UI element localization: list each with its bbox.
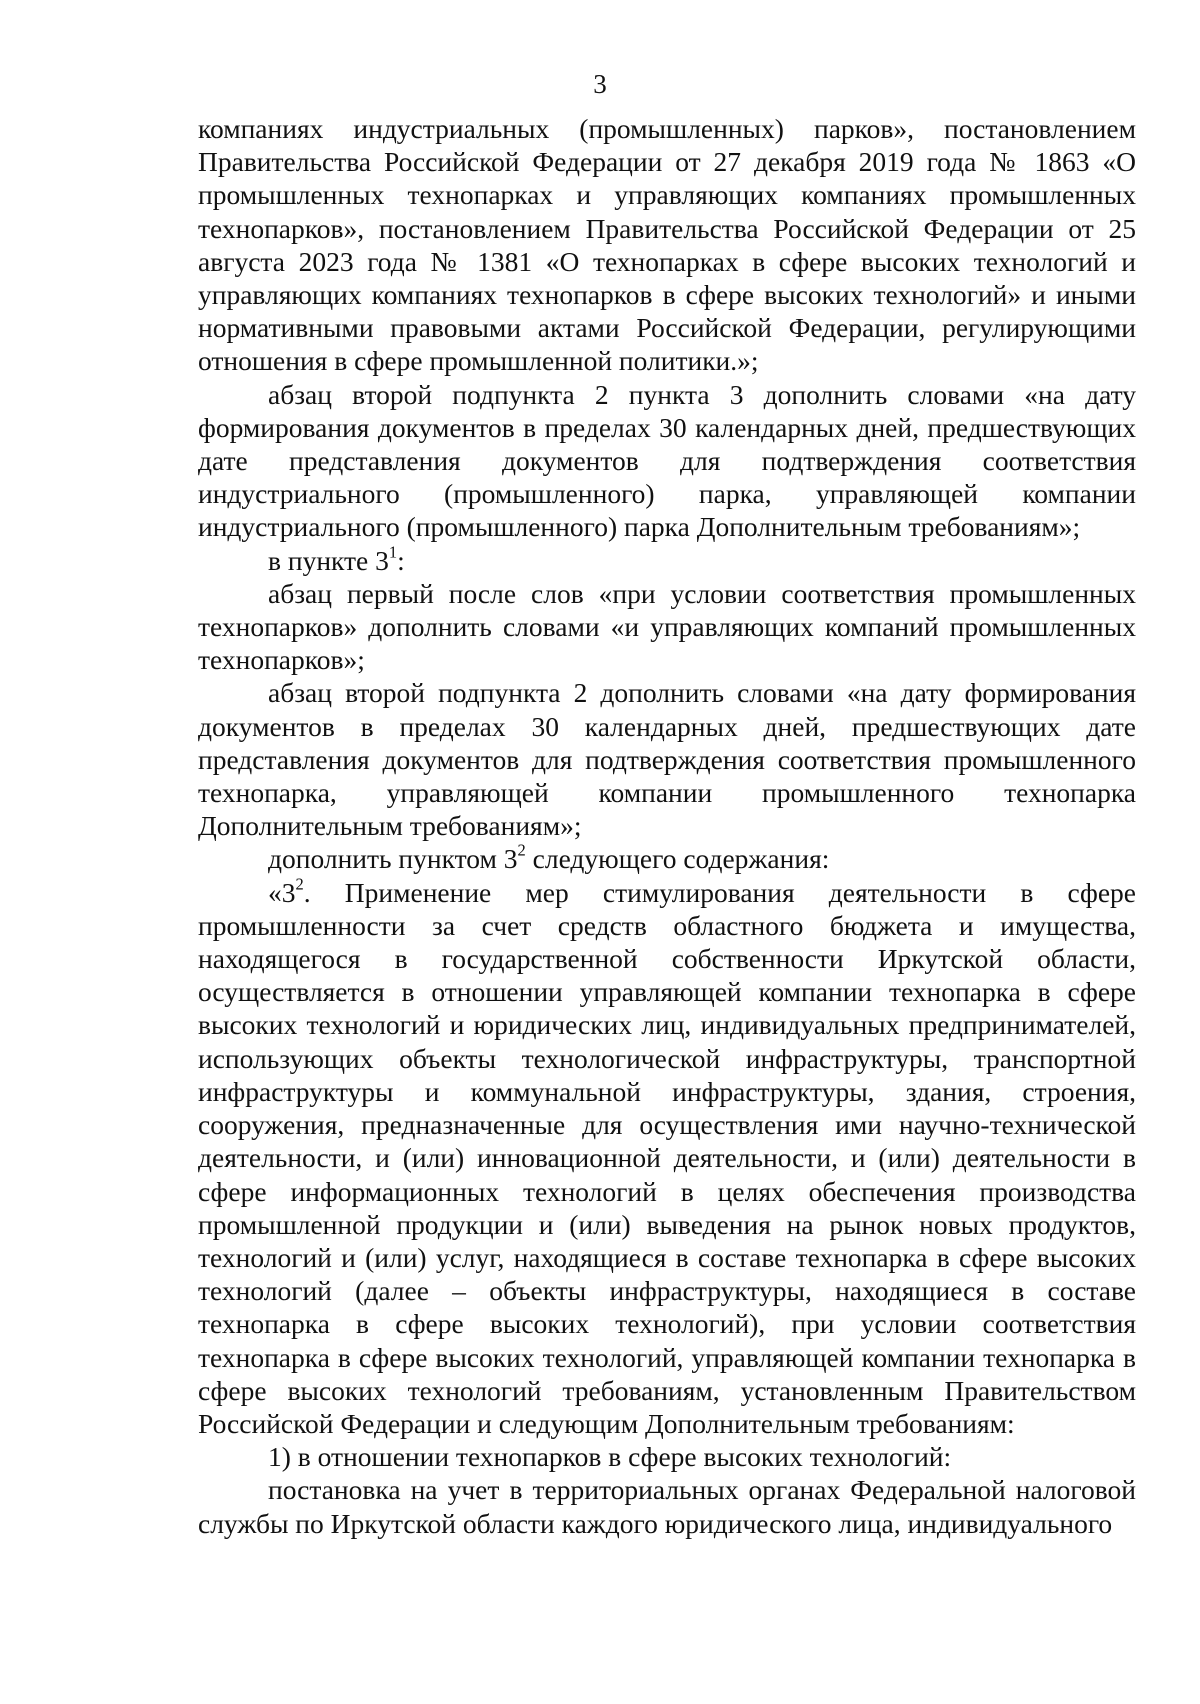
paragraph-1 [198,112,1136,378]
paragraph-text: абзац второй подпункта 2 пункта 3 дополнить словами «на дату формирования документов в пределах 30 календарных дней, предшествующих дате представления документов для подтверждения соответствия индустриального (промышленного) парка, управляющей компании индустриального (промышленного) парка Дополнительным требованиям»; [198,378,1136,543]
paragraph-9 [198,1473,1136,1539]
paragraph-text: «3 [268,876,296,908]
paragraph-3 [198,544,1136,577]
paragraph-text-after: . Применение мер стимулирования деятельности в сфере промышленности за счет средств областного бюджета и имущества, находящегося в государственной собственности Иркутской области, осуществляется в отношении управляющей компании технопарка в сфере высоких технологий и юридических лиц, индивидуальных предпринимателей, использующих объекты технологической инфраструктуры, транспортной инфраструктуры и коммунальной инфраструктуры, здания, строения, сооружения, предназначенные для осуществления ими научно-технической деятельности, и (или) инновационной деятельности, и (или) деятельности в сфере информационных технологий в целях обеспечения производства промышленной продукции и (или) выведения на рынок новых продуктов, технологий и (или) услуг, находящиеся в составе технопарка в сфере высоких технологий (далее – объекты инфраструктуры, находящиеся в составе технопарка в сфере высоких технологий), при условии соответствия технопарка в сфере высоких технологий, управляющей компании технопарка в сфере высоких технологий требованиям, установленным Правительством Российской Федерации и следующим Дополнительным требованиям: [198,876,1136,1439]
superscript: 2 [295,874,304,894]
superscript: 2 [517,841,526,861]
paragraph-text-after: : [397,544,405,576]
paragraph-6 [198,842,1136,875]
paragraph-text: постановка на учет в территориальных органах Федеральной налоговой службы по Иркутской области каждого юридического лица, индивидуального [198,1474,1136,1539]
document-body [198,112,1136,1540]
paragraph-text: абзац первый после слов «при условии соответствия промышленных технопарков» дополнить словами «и управляющих компаний промышленных технопарков»; [198,577,1136,676]
paragraph-text: компаниях индустриальных (промышленных) парков», постановлением Правительства Российской Федерации от 27 декабря 2019 года № 1863 «О промышленных технопарках и управляющих компаниях промышленных технопарков», постановлением Правительства Российской Федерации от 25 августа 2023 года № 1381 «О технопарках в сфере высоких технологий и управляющих компаниях технопарков в сфере высоких технологий» и иными нормативными правовыми актами Российской Федерации, регулирующими отношения в сфере промышленной политики.»; [198,113,1136,377]
paragraph-text-after: следующего содержания: [525,843,830,875]
paragraph-text: в пункте 3 [268,544,389,576]
paragraph-8 [198,1440,1136,1473]
paragraph-text: дополнить пунктом 3 [268,843,518,875]
page-number: 3 [593,69,607,99]
paragraph-4 [198,577,1136,677]
paragraph-7 [198,876,1136,1440]
superscript: 1 [388,542,398,562]
paragraph-5 [198,676,1136,842]
paragraph-text: абзац второй подпункта 2 дополнить словами «на дату формирования документов в пределах 30 календарных дней, предшествующих дате представления документов для подтверждения соответствия промышленного технопарка, управляющей компании промышленного технопарка Дополнительным требованиям»; [198,677,1136,842]
paragraph-2 [198,378,1136,544]
paragraph-text: 1) в отношении технопарков в сфере высоких технологий: [268,1441,952,1473]
